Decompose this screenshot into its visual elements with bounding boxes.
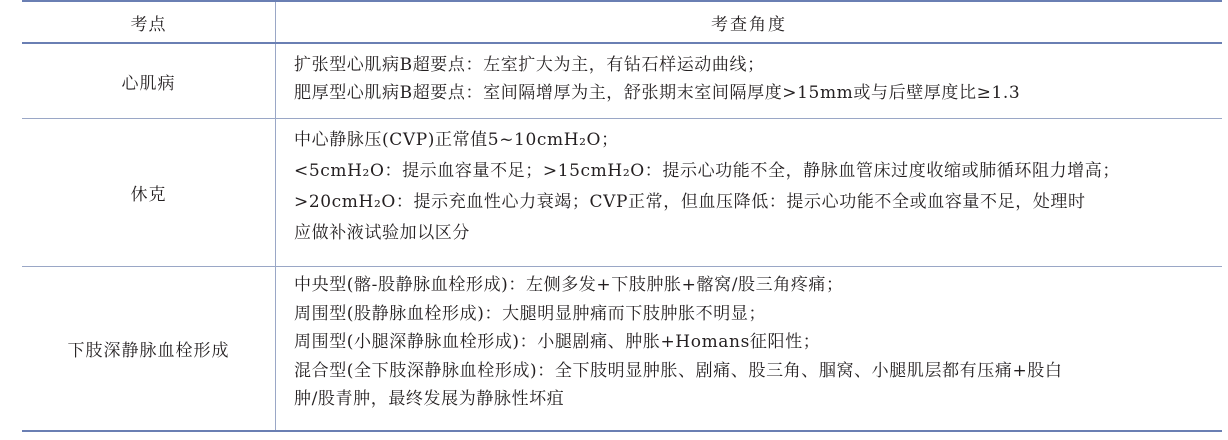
- content-line: 肥厚型心肌病B超要点：室间隔增厚为主，舒张期末室间隔厚度>15mm或与后壁厚度比≥1.3: [294, 82, 1021, 103]
- content-line: 周围型(小腿深静脉血栓形成)：小腿剧痛、肿胀+Homans征阳性；: [294, 332, 821, 352]
- row-content: [276, 119, 1222, 266]
- table-row: [22, 44, 1222, 119]
- header-angle: 考查角度: [711, 14, 787, 35]
- row-topic: 下肢深静脉血栓形成: [22, 267, 276, 430]
- knowledge-table: [22, 0, 1222, 432]
- content-line: 中央型(髂-股静脉血栓形成)：左侧多发+下肢肿胀+髂窝/股三角疼痛；: [294, 275, 844, 295]
- header-topic: 考点: [22, 2, 276, 42]
- content-line: 周围型(股静脉血栓形成)：大腿明显肿痛而下肢肿胀不明显；: [294, 303, 767, 324]
- table-header: [22, 0, 1222, 44]
- row-content: [276, 267, 1222, 430]
- row-topic: 心肌病: [22, 44, 276, 118]
- row-topic: 休克: [22, 119, 276, 266]
- content-line: <5cmH₂O：提示血容量不足；>15cmH₂O：提示心功能不全，静脉血管床过度收缩或肺循环阻力增高；: [294, 161, 1120, 181]
- content-line: 扩张型心肌病B超要点：左室扩大为主，有钻石样运动曲线；: [294, 55, 765, 75]
- content-line: 应做补液试验加以区分: [294, 223, 470, 243]
- content-line: 混合型(全下肢深静脉血栓形成)：全下肢明显肿胀、剧痛、股三角、腘窝、小腿肌层都有压痛+股白: [294, 360, 1063, 381]
- content-line: 中心静脉压(CVP)正常值5~10cmH₂O；: [294, 130, 619, 150]
- row-content: [276, 44, 1222, 118]
- table-row: [22, 119, 1222, 267]
- content-line: >20cmH₂O：提示充血性心力衰竭；CVP正常，但血压降低：提示心功能不全或血容量不足，处理时: [294, 192, 1086, 212]
- content-line: 肿/股青肿，最终发展为静脉性坏疽: [294, 389, 565, 409]
- table-row: [22, 267, 1222, 432]
